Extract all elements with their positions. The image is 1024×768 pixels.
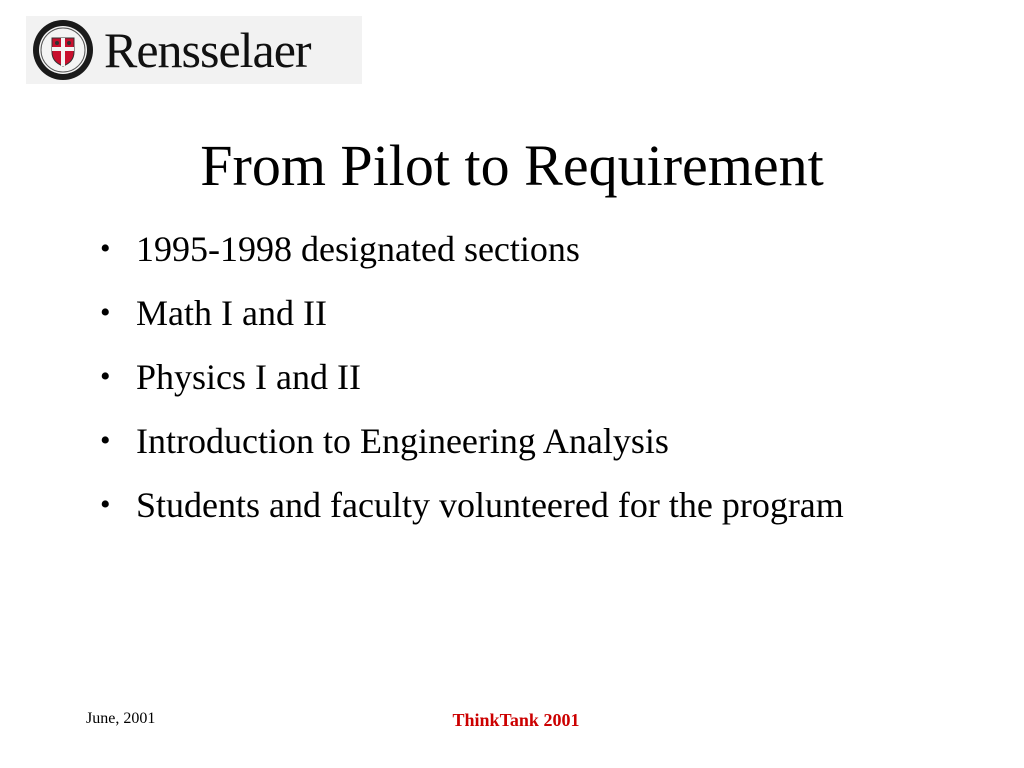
bullet-item: [96, 228, 896, 270]
bullet-dot: •: [100, 232, 111, 265]
bullet-dot: •: [100, 360, 111, 393]
rensselaer-logo: [26, 16, 362, 84]
bullet-text: Math I and II: [136, 293, 327, 333]
bullet-text: Introduction to Engineering Analysis: [136, 421, 669, 461]
bullet-list: [96, 228, 896, 548]
bullet-text: Physics I and II: [136, 357, 361, 397]
bullet-dot: •: [100, 296, 111, 329]
bullet-text: 1995-1998 designated sections: [136, 229, 580, 269]
slide-title: From Pilot to Requirement: [200, 133, 824, 198]
rensselaer-wordmark: Rensselaer: [104, 22, 311, 78]
bullet-dot: •: [100, 488, 111, 521]
footer-event: ThinkTank 2001: [452, 710, 580, 730]
bullet-item: [96, 484, 896, 526]
footer-date: June, 2001: [86, 710, 156, 727]
bullet-item: [96, 356, 896, 398]
bullet-item: [96, 420, 896, 462]
rensselaer-seal-icon: [32, 19, 94, 81]
bullet-dot: •: [100, 424, 111, 457]
bullet-text: Students and faculty volunteered for the program: [136, 485, 844, 525]
bullet-item: [96, 292, 896, 334]
